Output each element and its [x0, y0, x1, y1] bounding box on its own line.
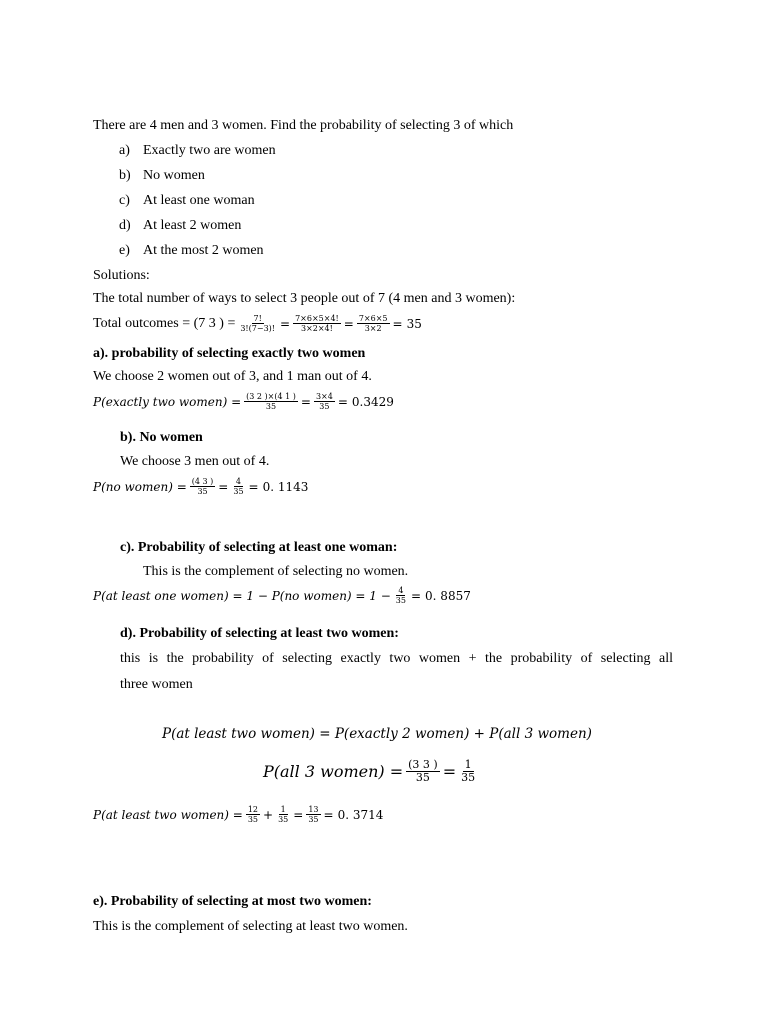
fraction [394, 586, 408, 605]
denominator: 35 [319, 402, 330, 411]
list-item-label: c) [119, 193, 130, 208]
fraction [231, 477, 245, 496]
solutions-heading: Solutions: [93, 268, 150, 283]
section-d-equation-1 [162, 726, 592, 742]
list-item-text: Exactly two are women [143, 143, 276, 158]
denominator: 35 [265, 402, 277, 411]
formula-lead: Total outcomes = (7 3 ) = [93, 315, 236, 331]
fraction [238, 314, 277, 333]
section-d-heading: d). Probability of selecting at least two women: [120, 626, 399, 641]
fraction [293, 314, 341, 333]
total-outcomes-formula: Total outcomes = (7 3 ) = $\frac{7!}{3!(7-3)!}$ = $\frac{7\times 6\times 5\times 4!}{3\times 2\times 4!}$ = $\frac{7\times 6\times 5}{3\times 2}$ = 35 [93, 314, 422, 333]
denominator: 35 [415, 771, 430, 784]
result: 0. 3714 [337, 807, 384, 822]
formula-lhs: P(exactly two women) = [93, 394, 242, 409]
section-b-text: We choose 3 men out of 4. [120, 454, 270, 469]
denominator: 3×2×4! [300, 324, 333, 333]
list-item-text: At least one woman [143, 193, 255, 208]
section-e-heading: e). Probability of selecting at most two women: [93, 894, 372, 909]
numerator: 12 [247, 805, 259, 814]
result: 0. 8857 [425, 588, 471, 603]
section-a-text: We choose 2 women out of 3, and 1 man out of 4. [93, 369, 372, 384]
section-c-text: This is the complement of selecting no women. [143, 564, 409, 579]
denominator: 35 [461, 771, 476, 784]
denominator: 35 [197, 487, 208, 496]
fraction [459, 759, 477, 784]
formula-lhs: P(at least one women) = 1 − P(no women) = 1 − [93, 588, 391, 603]
problem-intro: There are 4 men and 3 women. Find the probability of selecting 3 of which [93, 118, 514, 133]
numerator: 4 [235, 477, 241, 486]
numerator: 7×6×5 [358, 314, 388, 323]
formula-lhs: P(at least two women) = [93, 807, 243, 822]
list-item-text: No women [143, 168, 205, 183]
numerator: 3×4 [315, 392, 333, 401]
denominator: 3!(7−3)! [240, 324, 275, 333]
numerator: 4 [398, 586, 404, 595]
section-d-text-1: this is the probability of selecting exactly two women + the probability of selecting all [120, 651, 673, 666]
fraction [406, 759, 440, 784]
formula: P(at least two women) = P(exactly 2 women) + P(all 3 women) [162, 726, 592, 742]
section-e-text: This is the complement of selecting at least two women. [93, 919, 408, 934]
result: 0.3429 [351, 394, 394, 409]
list-item-text: At least 2 women [143, 218, 242, 233]
fraction [246, 805, 260, 824]
denominator: 35 [308, 815, 319, 824]
section-d-equation-2: P(all 3 women) = $\frac{(3 3 )}{35}$ = $\frac{1}{35}$ [263, 758, 476, 784]
denominator: 35 [247, 815, 259, 824]
fraction [357, 314, 390, 333]
list-item-text: At the most 2 women [143, 243, 264, 258]
section-c-heading: c). Probability of selecting at least one woman: [120, 540, 398, 555]
result: 0. 1143 [262, 479, 309, 494]
section-a-heading: a). probability of selecting exactly two women [93, 346, 366, 361]
fraction [276, 805, 290, 824]
denominator: 35 [233, 487, 244, 496]
total-text: The total number of ways to select 3 people out of 7 (4 men and 3 women): [93, 291, 516, 306]
list-item-label: b) [119, 168, 131, 183]
result: 35 [406, 316, 422, 331]
numerator: 1 [464, 758, 472, 771]
section-c-formula: P(at least one women) = 1 − P(no women) = 1 − $\frac{4}{35}$ = 0. 8857 [93, 586, 471, 605]
denominator: 3×2 [364, 324, 382, 333]
section-b-heading: b). No women [120, 430, 203, 445]
section-a-formula: P(exactly two women) = $\frac{(3 2 )\times(4 1 )}{35}$ = $\frac{3\times 4}{35}$ = 0.3429 [93, 392, 394, 411]
fraction [190, 477, 216, 496]
section-d-equation-3: P(at least two women) = $\frac{12}{35}$ + $\frac{1}{35}$ = $\frac{13}{35}$ = 0. 3714 [93, 805, 384, 824]
denominator: 35 [395, 596, 406, 605]
section-d-text-2: three women [120, 677, 193, 692]
section-b-formula: P(no women) = $\frac{(4 3 )}{35}$ = $\frac{4}{35}$ = 0. 1143 [93, 477, 309, 496]
numerator: 7! [253, 314, 262, 323]
numerator: (4 3 ) [191, 477, 214, 486]
formula-lhs: P(no women) = [93, 479, 187, 494]
numerator: 7×6×5×4! [295, 314, 339, 323]
list-item-label: a) [119, 143, 130, 158]
fraction [244, 392, 298, 411]
list-item-label: d) [119, 218, 131, 233]
list-item-label: e) [119, 243, 130, 258]
fraction [314, 392, 335, 411]
numerator: (3 3 ) [408, 758, 438, 771]
numerator: (3 2 )×(4 1 ) [246, 392, 296, 401]
numerator: 13 [308, 805, 319, 814]
denominator: 35 [278, 815, 289, 824]
formula-lhs: P(all 3 women) = [263, 762, 404, 781]
numerator: 1 [280, 805, 286, 814]
fraction [306, 805, 320, 824]
